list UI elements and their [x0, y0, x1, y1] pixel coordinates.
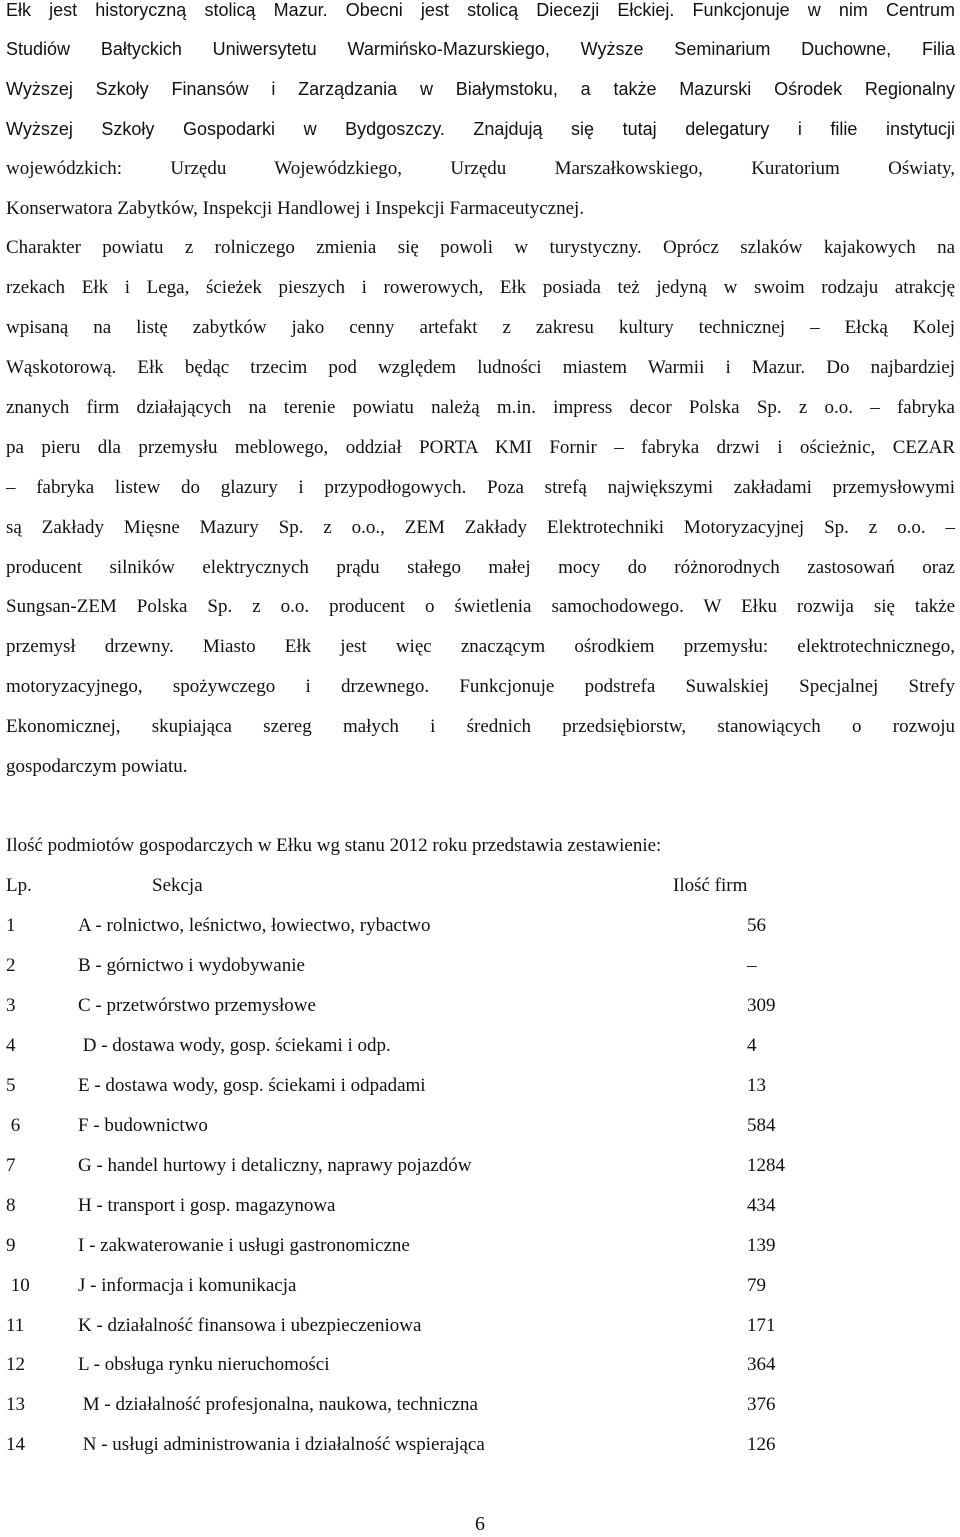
row-count: –: [747, 955, 757, 976]
row-count: 139: [747, 1235, 776, 1256]
row-section: C - przetwórstwo przemysłowe: [78, 995, 316, 1016]
row-lp: 12: [6, 1354, 25, 1375]
row-count: 56: [747, 915, 766, 936]
paragraph-line: wojewódzkich: Urzędu Wojewódzkiego, Urzędu Marszałkowskiego, Kuratorium Oświaty,: [6, 158, 955, 179]
row-section: H - transport i gosp. magazynowa: [78, 1195, 336, 1216]
row-count: 4: [747, 1035, 757, 1056]
paragraph-line: Konserwatora Zabytków, Inspekcji Handlowej i Inspekcji Farmaceutycznej.: [6, 198, 585, 219]
row-count: 584: [747, 1115, 776, 1136]
paragraph-line: Ełk jest historyczną stolicą Mazur. Obecni jest stolicą Diecezji Ełckiej. Funkcjonuje w nim Centrum: [6, 0, 955, 20]
header-lp: Lp.: [6, 875, 32, 896]
row-lp: 5: [6, 1075, 16, 1096]
row-section: G - handel hurtowy i detaliczny, naprawy pojazdów: [78, 1155, 472, 1176]
row-lp: 2: [6, 955, 16, 976]
row-section: M - działalność profesjonalna, naukowa, techniczna: [78, 1394, 478, 1415]
paragraph-line: Studiów Bałtyckich Uniwersytetu Warmińsko-Mazurskiego, Wyższe Seminarium Duchowne, Filia: [6, 39, 955, 59]
row-count: 309: [747, 995, 776, 1016]
row-lp: 4: [6, 1035, 16, 1056]
paragraph-line: są Zakłady Mięsne Mazury Sp. z o.o., ZEM Zakłady Elektrotechniki Motoryzacyjnej Sp. z o.o. –: [6, 517, 955, 538]
page-number: 6: [475, 1513, 485, 1535]
row-lp: 8: [6, 1195, 16, 1216]
paragraph-line: Wyższej Szkoły Finansów i Zarządzania w Białymstoku, a także Mazurski Ośrodek Regionalny: [6, 79, 955, 99]
row-count: 1284: [747, 1155, 785, 1176]
paragraph-line: znanych firm działających na terenie powiatu należą m.in. impress decor Polska Sp. z o.o. – fabryka: [6, 397, 955, 418]
row-count: 126: [747, 1434, 776, 1455]
row-section: A - rolnictwo, leśnictwo, łowiectwo, rybactwo: [78, 915, 431, 936]
table-intro: Ilość podmiotów gospodarczych w Ełku wg stanu 2012 roku przedstawia zestawienie:: [6, 835, 662, 856]
header-count: Ilość firm: [673, 875, 748, 896]
row-section: E - dostawa wody, gosp. ściekami i odpadami: [78, 1075, 426, 1096]
row-lp: 7: [6, 1155, 16, 1176]
row-count: 364: [747, 1354, 776, 1375]
paragraph-line: motoryzacyjnego, spożywczego i drzewnego. Funkcjonuje podstrefa Suwalskiej Specjalnej Strefy: [6, 676, 955, 697]
row-lp: 11: [6, 1315, 25, 1336]
paragraph-line: Wąskotorową. Ełk będąc trzecim pod względem ludności miastem Warmii i Mazur. Do najbardziej: [6, 357, 955, 378]
row-section: B - górnictwo i wydobywanie: [78, 955, 305, 976]
row-section: D - dostawa wody, gosp. ściekami i odp.: [78, 1035, 391, 1056]
row-lp: 9: [6, 1235, 16, 1256]
row-lp: 6: [6, 1115, 21, 1136]
row-count: 13: [747, 1075, 766, 1096]
row-section: K - działalność finansowa i ubezpieczeniowa: [78, 1315, 422, 1336]
paragraph-line: producent silników elektrycznych prądu stałego małej mocy do różnorodnych zastosowań oraz: [6, 557, 955, 578]
paragraph-line: Sungsan-ZEM Polska Sp. z o.o. producent o świetlenia samochodowego. W Ełku rozwija się także: [6, 596, 955, 617]
row-count: 79: [747, 1275, 766, 1296]
row-lp: 14: [6, 1434, 25, 1455]
row-lp: 10: [6, 1275, 30, 1296]
paragraph-line: Ekonomicznej, skupiająca szereg małych i średnich przedsiębiorstw, stanowiących o rozwoju: [6, 716, 955, 737]
row-lp: 3: [6, 995, 16, 1016]
row-section: I - zakwaterowanie i usługi gastronomiczne: [78, 1235, 410, 1256]
row-lp: 1: [6, 915, 16, 936]
row-section: N - usługi administrowania i działalność wspierająca: [78, 1434, 485, 1455]
row-section: J - informacja i komunikacja: [78, 1275, 297, 1296]
paragraph-line: wpisaną na listę zabytków jako cenny artefakt z zakresu kultury technicznej – Ełcką Kolej: [6, 317, 955, 338]
row-section: F - budownictwo: [78, 1115, 208, 1136]
paragraph-line: rzekach Ełk i Lega, ścieżek pieszych i rowerowych, Ełk posiada też jedyną w swoim rodzaju atrakcję: [6, 277, 955, 298]
paragraph-line: pa pieru dla przemysłu meblowego, oddział PORTA KMI Fornir – fabryka drzwi i ościeżnic, CEZAR: [6, 437, 955, 458]
paragraph-line: przemysł drzewny. Miasto Ełk jest więc znaczącym ośrodkiem przemysłu: elektrotechnicznego,: [6, 636, 955, 657]
paragraph-line: – fabryka listew do glazury i przypodłogowych. Poza strefą największymi zakładami przemysłowymi: [6, 477, 955, 498]
paragraph-line: Wyższej Szkoły Gospodarki w Bydgoszczy. Znajdują się tutaj delegatury i filie instytucji: [6, 119, 955, 139]
row-section: L - obsługa rynku nieruchomości: [78, 1354, 330, 1375]
row-count: 171: [747, 1315, 776, 1336]
header-section: Sekcja: [152, 875, 203, 896]
row-lp: 13: [6, 1394, 25, 1415]
paragraph-line: gospodarczym powiatu.: [6, 756, 188, 777]
paragraph-line: Charakter powiatu z rolniczego zmienia się powoli w turystyczny. Oprócz szlaków kajakowych na: [6, 237, 955, 258]
row-count: 376: [747, 1394, 776, 1415]
row-count: 434: [747, 1195, 776, 1216]
